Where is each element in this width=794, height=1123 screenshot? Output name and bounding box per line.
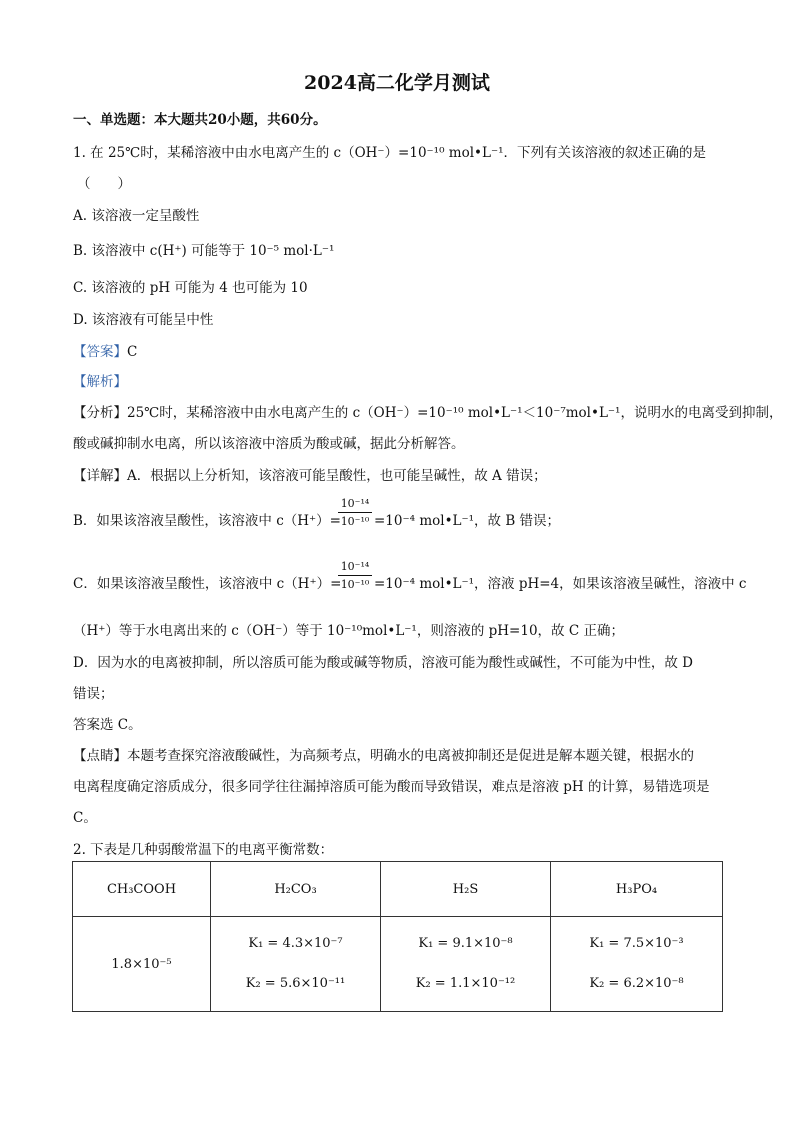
- cell-ch3cooh: 1.8×10⁻⁵: [73, 917, 211, 1012]
- h2co3-k1: K₁ = 4.3×10⁻⁷: [248, 936, 343, 951]
- cell-h2s: [381, 917, 551, 1012]
- fraction-b-numerator: 10⁻¹⁴: [340, 497, 370, 510]
- h3po4-k2: K₂ = 6.2×10⁻⁸: [589, 976, 684, 991]
- answer-tag: 【答案】: [73, 344, 127, 360]
- detail-c-pre: C．如果该溶液呈酸性，该溶液中 c（H⁺）=: [73, 576, 342, 592]
- q1-option-c: C. 该溶液的 pH 可能为 4 也可能为 10: [73, 280, 308, 296]
- answer-value: C: [127, 344, 138, 360]
- detail-line-a: 【详解】A．根据以上分析知，该溶液可能呈酸性，也可能呈碱性，故 A 错误；: [73, 468, 547, 484]
- analysis-line-2: 酸或碱抑制水电离，所以该溶液中溶质为酸或碱，据此分析解答。: [73, 436, 465, 452]
- table-row: [73, 917, 723, 1012]
- q2-stem: 2. 下表是几种弱酸常温下的电离平衡常数：: [73, 842, 334, 858]
- fraction-b-denominator: 10⁻¹⁰: [340, 515, 370, 528]
- header-h2s: H₂S: [381, 862, 551, 917]
- ionization-constant-table: [72, 861, 723, 1012]
- detail-c-line-2: （H⁺）等于水电离出来的 c（OH⁻）等于 10⁻¹⁰mol•L⁻¹，则溶液的 pH=10，故 C 正确；: [73, 623, 624, 639]
- h2co3-k2: K₂ = 5.6×10⁻¹¹: [245, 976, 346, 991]
- header-ch3cooh: CH₃COOH: [73, 862, 211, 917]
- detail-b-pre: B．如果该溶液呈酸性，该溶液中 c（H⁺）=: [73, 513, 341, 529]
- detail-d-line-1: D．因为水的电离被抑制，所以溶质可能为酸或碱等物质，溶液可能为酸性或碱性，不可能为中性，故 D: [73, 655, 693, 671]
- q1-stem: 1. 在 25℃时，某稀溶液中由水电离产生的 c（OH⁻）=10⁻¹⁰ mol•L⁻¹．下列有关该溶液的叙述正确的是: [73, 145, 707, 161]
- h2s-k1: K₁ = 9.1×10⁻⁸: [418, 936, 513, 951]
- fraction-c-denominator: 10⁻¹⁰: [340, 578, 370, 591]
- cell-h2co3: [211, 917, 381, 1012]
- analysis-tag: 【解析】: [73, 374, 127, 390]
- analysis-line-1: 【分析】25℃时，某稀溶液中由水电离产生的 c（OH⁻）=10⁻¹⁰ mol•L⁻¹＜10⁻⁷mol•L⁻¹，说明水的电离受到抑制，: [73, 405, 783, 421]
- q1-option-a: A. 该溶液一定呈酸性: [73, 208, 200, 224]
- detail-c-post: =10⁻⁴ mol•L⁻¹，溶液 pH=4，如果该溶液呈碱性，溶液中 c: [374, 576, 747, 592]
- header-h3po4: H₃PO₄: [551, 862, 723, 917]
- cell-h3po4: [551, 917, 723, 1012]
- answer-line: [73, 340, 137, 360]
- fraction-b-bar: [338, 512, 372, 513]
- detail-d-line-2: 错误；: [73, 686, 114, 702]
- h2s-k2: K₂ = 1.1×10⁻¹²: [415, 976, 516, 991]
- fraction-b: [338, 497, 372, 528]
- point-line-1: 【点睛】本题考查探究溶液酸碱性，为高频考点，明确水的电离被抑制还是促进是解本题关键，根据水的: [73, 748, 694, 764]
- fraction-c-numerator: 10⁻¹⁴: [340, 560, 370, 573]
- header-h2co3: H₂CO₃: [211, 862, 381, 917]
- point-line-3: C。: [73, 810, 97, 826]
- q1-option-b: B. 该溶液中 c(H⁺) 可能等于 10⁻⁵ mol·L⁻¹: [73, 243, 335, 259]
- fraction-c: [338, 560, 372, 591]
- page-title: 2024高二化学月测试: [304, 72, 490, 94]
- section-heading: 一、单选题：本大题共20小题，共60分。: [73, 112, 327, 128]
- detail-b-post: =10⁻⁴ mol•L⁻¹，故 B 错误；: [374, 513, 561, 529]
- answer-choice: 答案选 C。: [73, 717, 142, 733]
- fraction-c-bar: [338, 575, 372, 576]
- point-line-2: 电离程度确定溶质成分，很多同学往往漏掉溶质可能为酸而导致错误，难点是溶液 pH 的计算，易错选项是: [73, 779, 710, 795]
- table-header-row: [73, 862, 723, 917]
- q1-option-d: D. 该溶液有可能呈中性: [73, 312, 214, 328]
- h3po4-k1: K₁ = 7.5×10⁻³: [589, 936, 684, 951]
- q1-stem-bracket: （ ）: [77, 176, 131, 192]
